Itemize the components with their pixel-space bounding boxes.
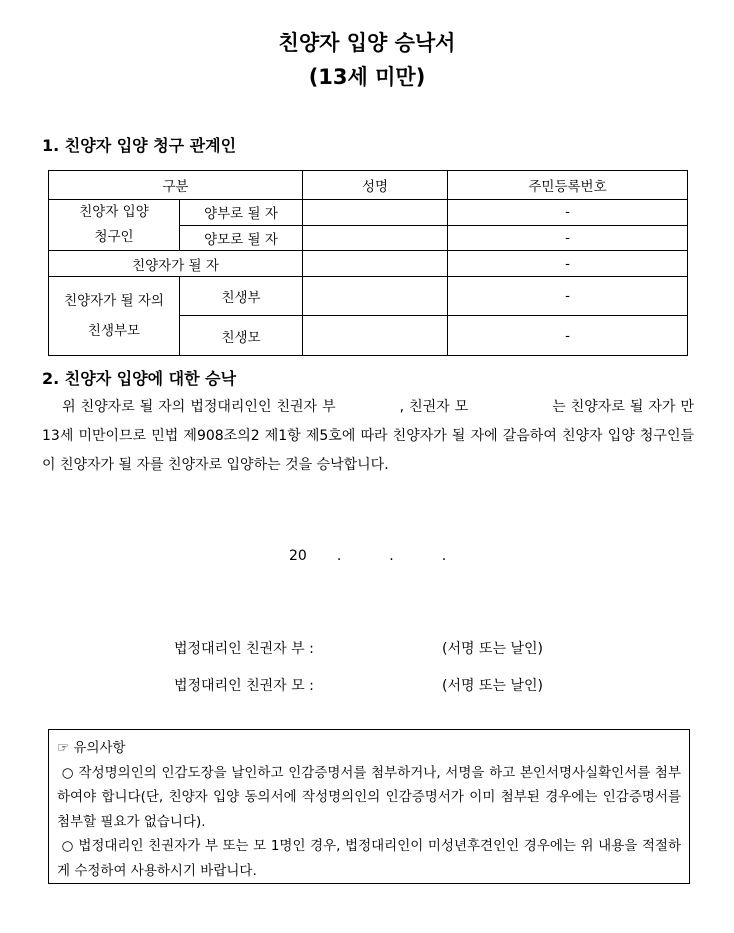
adoptive-mother-name-cell[interactable] <box>303 225 448 251</box>
adoptive-mother-label: 양모로 될 자 <box>180 225 303 251</box>
birth-father-id-cell[interactable]: - <box>448 277 688 316</box>
adoptive-mother-id-cell[interactable]: - <box>448 225 688 251</box>
date-year-prefix: 20 <box>289 548 307 564</box>
header-category: 구분 <box>49 171 303 200</box>
header-id-number: 주민등록번호 <box>448 171 688 200</box>
claimant-label <box>49 200 180 251</box>
adoptee-id-cell[interactable]: - <box>448 251 688 277</box>
table-row <box>49 200 688 226</box>
date-dot-1: . <box>336 548 342 564</box>
birth-mother-label: 친생모 <box>180 316 303 356</box>
date-line <box>289 548 446 564</box>
adoptee-name-cell[interactable] <box>303 251 448 277</box>
document-title: 친양자 입양 승낙서 <box>278 31 456 55</box>
table-row <box>49 251 688 277</box>
notice-item-2: 법정대리인 친권자가 부 또는 모 1명인 경우, 법정대리인이 미성년후견인인 경우에는 위 내용을 적절하게 수정하여 사용하시기 바랍니다. <box>57 838 682 879</box>
birth-father-name-cell[interactable] <box>303 277 448 316</box>
notice-item-1: 작성명의인의 인감도장을 날인하고 인감증명서를 첨부하거나, 서명을 하고 본인서명사실확인서를 첨부하여야 합니다(단, 친양자 입양 동의서에 작성명의인의 인감증명서가 이미 첨부된 경우에는 인감증명서를 첨부할 필요가 없습니다). <box>57 764 682 830</box>
table-row <box>49 277 688 316</box>
birth-mother-name-cell[interactable] <box>303 316 448 356</box>
pointing-hand-icon: ☞ <box>57 740 70 756</box>
notice-title: 유의사항 <box>73 740 126 756</box>
notice-box <box>48 729 690 884</box>
mother-sign-note[interactable]: (서명 또는 날인) <box>442 678 543 694</box>
adoptive-father-label: 양부로 될 자 <box>180 200 303 226</box>
claimant-label-line1: 친양자 입양 <box>79 204 149 220</box>
father-signature-label: 법정대리인 친권자 부 : <box>174 641 314 657</box>
consent-paragraph <box>42 393 694 480</box>
birth-parents-label-line2: 친생부모 <box>87 323 141 339</box>
header-name: 성명 <box>303 171 448 200</box>
adoptee-label: 친양자가 될 자 <box>49 251 303 277</box>
paragraph-part3: 는 친양자로 될 자가 만 13세 미만이므로 민법 제908조의2 제1항 제5호에 따라 친양자가 될 자에 갈음하여 친양자 입양 청구인들이 친양자가 될 자를 친양자로 입양하는 것을 승낙합니다. <box>42 399 694 473</box>
father-sign-note[interactable]: (서명 또는 날인) <box>442 641 543 657</box>
relations-table <box>48 170 688 356</box>
bullet-icon: ○ <box>61 838 74 854</box>
paragraph-part2: , 친권자 모 <box>399 399 469 415</box>
table-header-row <box>49 171 688 200</box>
birth-parents-label-line1: 친양자가 될 자의 <box>64 293 164 309</box>
section2-heading: 2. 친양자 입양에 대한 승낙 <box>42 369 237 388</box>
date-dot-3: . <box>441 548 447 564</box>
mother-signature-label: 법정대리인 친권자 모 : <box>174 678 314 694</box>
date-dot-2: . <box>389 548 394 564</box>
birth-father-label: 친생부 <box>180 277 303 316</box>
document-subtitle: (13세 미만) <box>308 65 426 89</box>
adoptive-father-name-cell[interactable] <box>303 200 448 226</box>
paragraph-part1: 위 친양자로 될 자의 법정대리인인 친권자 부 <box>62 399 336 415</box>
bullet-icon: ○ <box>61 764 74 781</box>
claimant-label-line2: 청구인 <box>94 229 134 245</box>
section1-heading: 1. 친양자 입양 청구 관계인 <box>42 136 237 155</box>
birth-parents-label <box>49 277 180 356</box>
adoptive-father-id-cell[interactable]: - <box>448 200 688 226</box>
birth-mother-id-cell[interactable]: - <box>448 316 688 356</box>
